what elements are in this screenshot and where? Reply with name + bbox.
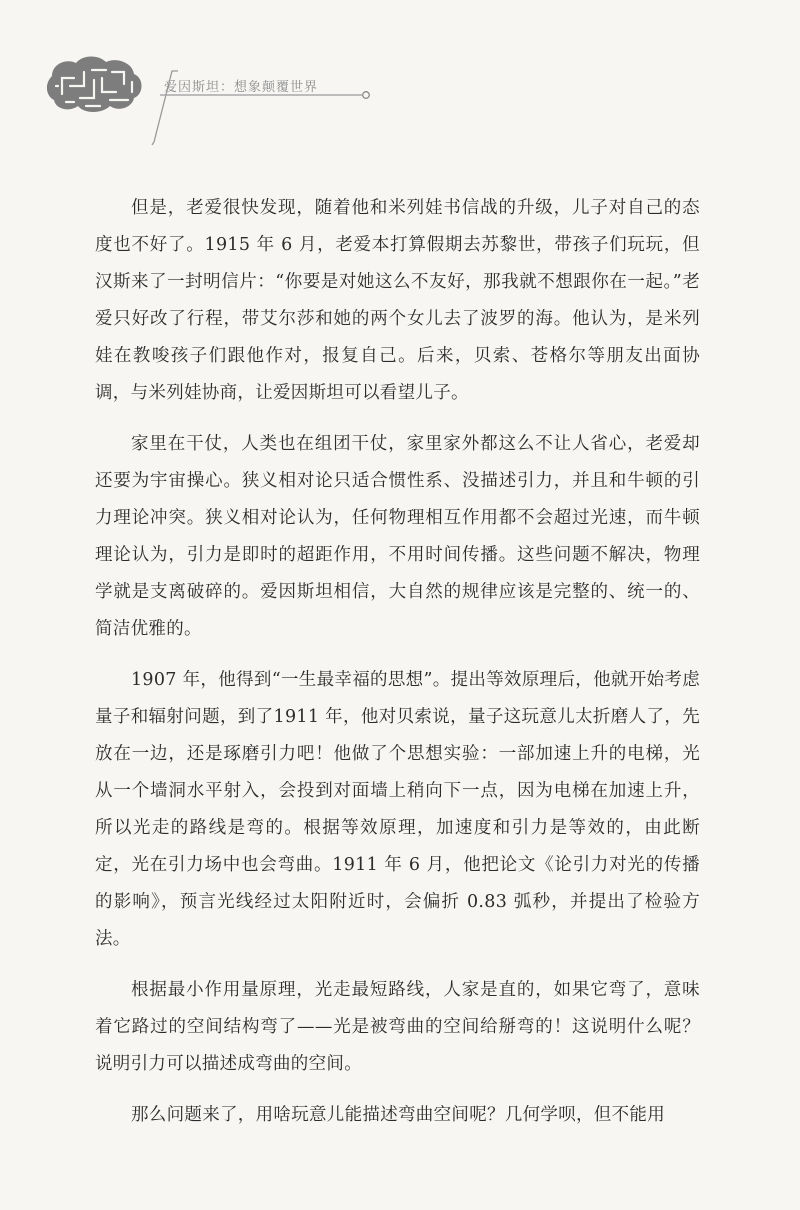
brain-maze-icon [40,50,150,120]
paragraph: 根据最小作用量原理，光走最短路线，人家是直的，如果它弯了，意味着它路过的空间结构弯了——光是被弯曲的空间给掰弯的！这说明什么呢？说明引力可以描述成弯曲的空间。 [95,980,700,1074]
running-header [40,50,380,140]
paragraph: 1907 年，他得到“一生最幸福的思想”。提出等效原理后，他就开始考虑量子和辐射问题，到了1911 年，他对贝索说，量子这玩意儿太折磨人了，先放在一边，还是琢磨引力吧！他做了个思想实验：一部加速上升的电梯，光从一个墙洞水平射入，会投到对面墙上稍向下一点，因为电梯在加速上升，所以光走的路线是弯的。根据等效原理，加速度和引力是等效的，由此断定，光在引力场中也会弯曲。1911 年 6 月，他把论文《论引力对光的传播的影响》，预言光线经过太阳附近时，会偏折 0.83 弧秒，并提出了检验方法。 [95,670,700,949]
paragraph: 但是，老爱很快发现，随着他和米列娃书信战的升级，儿子对自己的态度也不好了。1915 年 6 月，老爱本打算假期去苏黎世，带孩子们玩玩，但汉斯来了一封明信片：“你要是对她这么不友好，那我就不想跟你在一起。”老爱只好改了行程，带艾尔莎和她的两个女儿去了波罗的海。他认为，是米列娃在教唆孩子们跟他作对，报复自己。后来，贝索、苍格尔等朋友出面协调，与米列娃协商，让爱因斯坦可以看望儿子。 [95,198,700,403]
body-text [95,190,700,1134]
paragraph: 那么问题来了，用啥玩意儿能描述弯曲空间呢？几何学呗，但不能用 [131,1105,665,1125]
running-title: 爱因斯坦：想象颠覆世界 [164,80,319,95]
paragraph: 家里在干仗，人类也在组团干仗，家里家外都这么不让人省心，老爱却还要为宇宙操心。狭义相对论只适合惯性系、没描述引力，并且和牛顿的引力理论冲突。狭义相对论认为，任何物理相互作用都不会超过光速，而牛顿理论认为，引力是即时的超距作用，不用时间传播。这些问题不解决，物理学就是支离破碎的。爱因斯坦相信，大自然的规律应该是完整的、统一的、简洁优雅的。 [95,434,700,639]
